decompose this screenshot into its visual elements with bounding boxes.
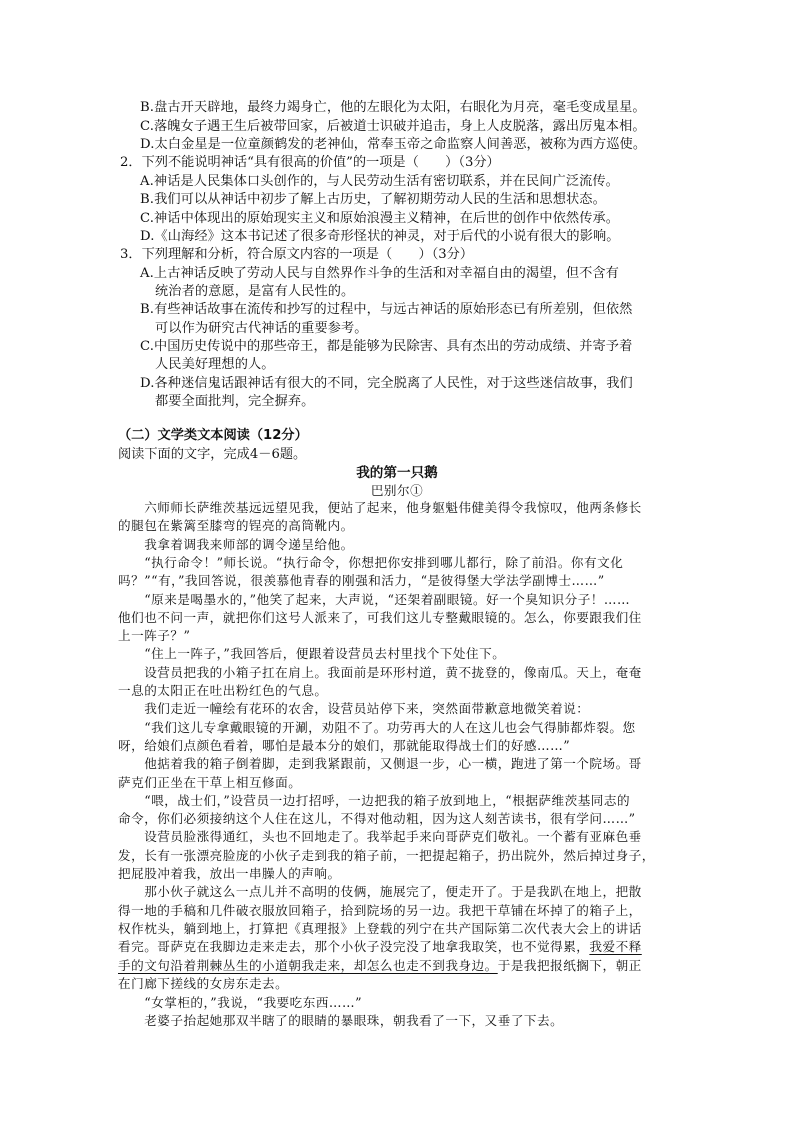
q1-option-b: B.盘古开天辟地，最终力竭身亡，他的左眼化为太阳，右眼化为月亮，毫毛变成星星。 [140, 100, 646, 115]
underlined-phrase: 我爱不释 [589, 939, 642, 955]
article-line: 我们走近一幢绘有花环的农舍，设营员站停下来，突然面带歉意地微笑着说： [118, 701, 590, 717]
article-line: 设营员把我的小箱子扛在肩上。我面前是环形村道，黄不拢登的，像南瓜。天上，奄奄 [118, 664, 642, 680]
article-line: “执行命令！”师长说。“执行命令，你想把你安排到哪儿都行，除了前沿。你有文化 [118, 554, 624, 570]
article-line: “我们这儿专拿戴眼镜的开涮，劝阻不了。功劳再大的人在这儿也会气得肺都炸裂。您 [118, 719, 636, 735]
q3-option-d-line1: D.各种迷信鬼话跟神话有很大的不同，完全脱离了人民性，对于这些迷信故事，我们 [140, 376, 633, 391]
q3-option-d-line2: 都要全面批判，完全摒弃。 [155, 394, 315, 409]
q3-stem: 3．下列理解和分析，符合原文内容的一项是（ ）（3分） [120, 247, 474, 262]
q1-option-d: D.太白金星是一位童颜鹤发的老神仙，常奉玉帝之命监察人间善恶，被称为西方巡使。 [140, 137, 647, 152]
article-author: 巴别尔① [370, 483, 424, 498]
article-line: “原来是喝墨水的，”他笑了起来，大声说，“还架着副眼镜。好一个臭知识分子！…… [118, 591, 631, 607]
article-line: 老婆子抬起她那双半瞎了的眼睛的暴眼珠，朝我看了一下，又垂了下去。 [118, 1013, 564, 1029]
q1-option-c: C.落魄女子遇王生后被带回家，后被道士识破并追击，身上人皮脱落，露出厉鬼本相。 [140, 119, 646, 134]
section-heading: （二）文学类文本阅读（12分） [118, 428, 308, 443]
article-line: 的腿包在紫篱至膝弯的锃亮的高筒靴内。 [118, 518, 354, 534]
q3-option-a-line2: 统治者的意愿，是富有人民性的。 [155, 284, 355, 299]
article-line: 在门廊下搓线的女房东走去。 [118, 975, 289, 991]
q2-option-c: C.神话中体现出的原始现实主义和原始浪漫主义精神，在后世的创作中依然传承。 [140, 211, 620, 226]
article-line: “女掌柜的，”我说，“我要吃东西……” [118, 995, 363, 1011]
article-line: 他们也不问一声，就把你们这号人派来了，可我们这儿专整戴眼镜的。怎么，你要跟我们住 [118, 609, 642, 625]
q3-option-a-line1: A.上古神话反映了劳动人民与自然界作斗争的生活和对幸福自由的渴望，但不含有 [140, 266, 619, 281]
article-line: 吗？”“有，”我回答说，很羡慕他青春的刚强和活力，“是彼得堡大学法学副博士……” [118, 573, 605, 589]
q3-option-c-line2: 人民美好理想的人。 [155, 357, 275, 372]
q3-option-b-line1: B.有些神话故事在流传和抄写的过程中，与远古神话的原始形态已有所差别，但依然 [140, 302, 633, 317]
article-line: “喂，战士们，”设营员一边打招呼，一边把我的箱子放到地上，“根据萨维茨基同志的 [118, 792, 631, 808]
article-line: 他掂着我的箱子倒着脚，走到我紧跟前，又侧退一步，心一横，跑进了第一个院场。哥 [118, 756, 642, 772]
q2-option-a: A.神话是人民集体口头创作的，与人民劳动生活有密切联系，并在民间广泛流传。 [140, 174, 619, 189]
article-line: 那小伙子就这么一点儿并不高明的伎俩，施展完了，便走开了。于是我趴在地上，把散 [118, 884, 642, 900]
q3-option-b-line2: 可以作为研究古代神话的重要参考。 [155, 321, 368, 336]
q2-option-d: D.《山海经》这本书记述了很多奇形怪状的神灵，对于后代的小说有很大的影响。 [140, 229, 620, 244]
article-line: 我拿着调我来师部的调令递呈给他。 [118, 536, 354, 552]
article-line: 把屁股冲着我，放出一串臊人的声响。 [118, 866, 341, 881]
article-line: 六师师长萨维茨基远远望见我，便站了起来，他身躯魁伟健美得令我惊叹，他两条修长 [118, 500, 642, 515]
q3-option-c-line1: C.中国历史传说中的那些帝王，都是能够为民除害、具有杰出的劳动成绩、并寄予着 [140, 339, 633, 354]
article-line: 设营员脸涨得通红，头也不回地走了。我举起手来向哥萨克们敬礼。一个蓄有亚麻色垂 [118, 829, 642, 845]
article-line [118, 955, 642, 974]
article-line: 命令，你们必须接纳这个人住在这儿，不得对他动粗，因为这人刻苦读书，很有学问……” [118, 811, 636, 827]
article-line: “住上一阵子，”我回答后，便跟着设营员去村里找个下处住下。 [118, 646, 506, 662]
underlined-passage: 手的文句沿着荆棘丛生的小道朝我走来，却怎么也走不到我身边。 [118, 957, 498, 973]
article-line: 上一阵子？” [118, 628, 191, 644]
section-instruction: 阅读下面的文字，完成4－6题。 [118, 447, 307, 462]
article-line: 看完。哥萨克在我脚边走来走去，那个小伙子没完没了地拿我取笑，也不觉得累，我爱不释 [118, 939, 642, 955]
after-underline-text: 于是我把报纸搁下，朝正 [497, 957, 642, 973]
article-line: 权作枕头，躺到地上，打算把《真理报》上登载的列宁在共产国际第二次代表大会上的讲话 [118, 920, 642, 936]
article-line: 一息的太阳正在吐出粉红色的气息。 [118, 683, 328, 698]
article-line: 萨克们正坐在干草上相互修面。 [118, 774, 302, 790]
article-line: 发，长有一张漂亮脸庞的小伙子走到我的箱子前，一把提起箱子，扔出院外，然后掉过身子， [118, 847, 655, 863]
q2-stem: 2．下列不能说明神话“具有很高的价值”的一项是（ ）（3分） [120, 155, 500, 170]
article-title: 我的第一只鹅 [356, 465, 438, 481]
q2-option-b: B.我们可以从神话中初步了解上古历史，了解初期劳动人民的生活和思想状态。 [140, 192, 606, 207]
article-line: 呀，给娘们点颜色看着，哪怕是最本分的娘们，那就能取得战士们的好感……” [118, 737, 571, 753]
article-line: 得一地的手稿和几件破衣服放回箱子，拾到院场的另一边。我把干草铺在坏掉了的箱子上， [118, 902, 642, 918]
